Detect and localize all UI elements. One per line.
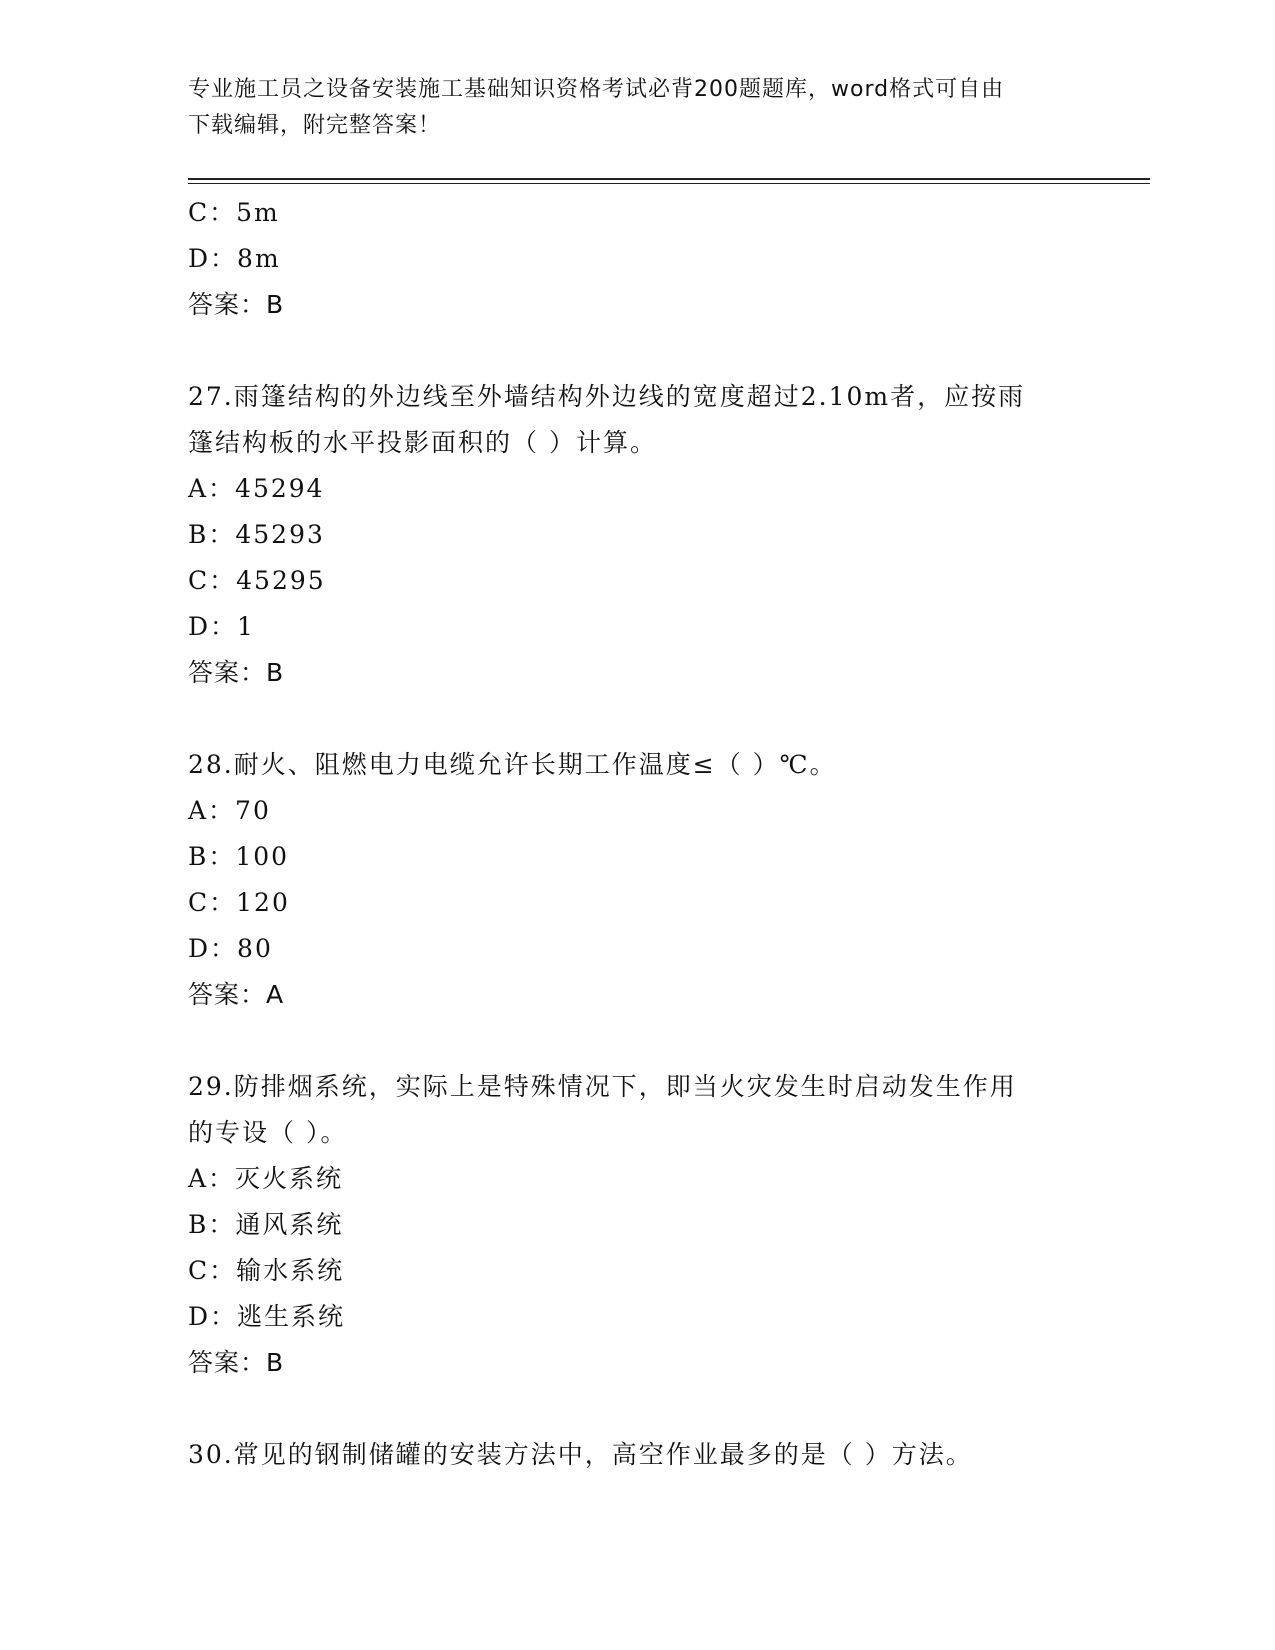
header-divider-thick: [188, 178, 1150, 180]
question-27: [188, 374, 1088, 696]
answer-line: 答案：A: [188, 980, 285, 1009]
question-list: [188, 190, 1088, 1478]
option-d: D：逃生系统: [188, 1302, 346, 1331]
option-d: D：1: [188, 612, 255, 641]
option-a: A：灭火系统: [188, 1164, 344, 1193]
option-c: C：120: [188, 888, 290, 917]
option-b: B：45293: [188, 520, 325, 549]
answer-line: 答案：B: [188, 290, 285, 319]
document-header: [188, 72, 1088, 144]
question-stem-line-1: 28.耐火、阻燃电力电缆允许长期工作温度≤（ ）℃。: [188, 750, 837, 779]
answer-line: 答案：B: [188, 1348, 285, 1377]
question-30: [188, 1432, 1088, 1478]
option-c: C：5m: [188, 198, 280, 227]
header-title-line-2: 下载编辑，附完整答案！: [188, 113, 442, 138]
question-stem-line-1: 30.常见的钢制储罐的安装方法中，高空作业最多的是（ ）方法。: [188, 1440, 973, 1469]
question-29: [188, 1064, 1088, 1386]
option-b: B：100: [188, 842, 290, 871]
question-28: [188, 742, 1088, 1018]
question-stem-line-1: 29.防排烟系统，实际上是特殊情况下，即当火灾发生时启动发生作用: [188, 1072, 1017, 1101]
option-c: C：45295: [188, 566, 326, 595]
option-b: B：通风系统: [188, 1210, 344, 1239]
option-d: D：80: [188, 934, 273, 963]
question-stem-line-1: 27.雨篷结构的外边线至外墙结构外边线的宽度超过2.10m者，应按雨: [188, 382, 1026, 411]
header-divider-thin: [188, 183, 1150, 184]
question-stem-line-2: 篷结构板的水平投影面积的（ ）计算。: [188, 428, 657, 457]
answer-line: 答案：B: [188, 658, 285, 687]
option-c: C：输水系统: [188, 1256, 345, 1285]
option-a: A：70: [188, 796, 271, 825]
option-d: D：8m: [188, 244, 281, 273]
option-a: A：45294: [188, 474, 325, 503]
header-title-line-1: 专业施工员之设备安装施工基础知识资格考试必背200题题库，word格式可自由: [188, 77, 1005, 102]
question-26-tail: [188, 190, 1088, 328]
question-stem-line-2: 的专设（ ）。: [188, 1118, 348, 1147]
